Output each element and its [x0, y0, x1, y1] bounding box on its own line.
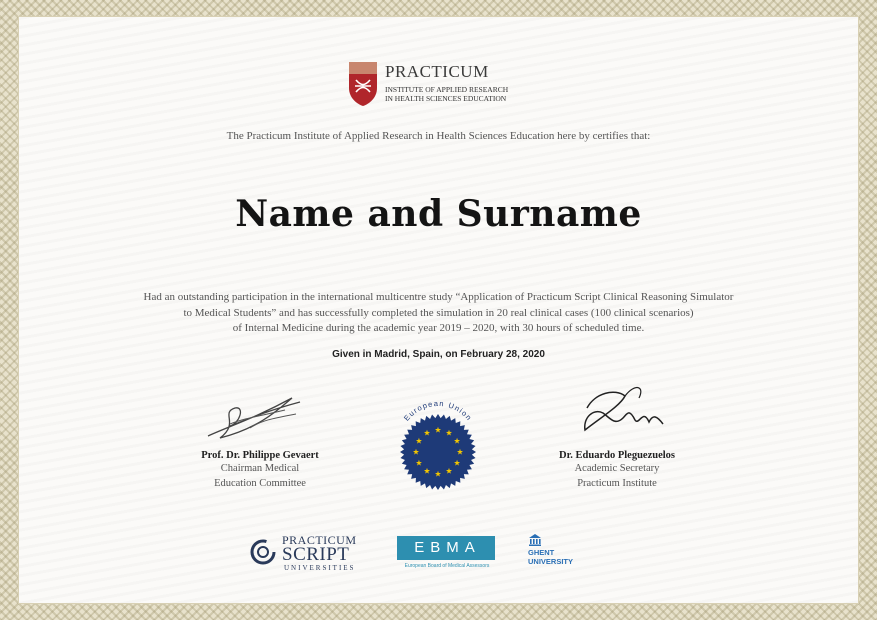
seal-text: European Union [402, 398, 475, 423]
signatory-left [160, 450, 360, 491]
practicum-logo [349, 62, 529, 108]
ebma-subtitle: European Board of Medical Assessors [404, 563, 490, 569]
ghent-line-1: GHENT [528, 548, 555, 557]
ghent-university-logo [524, 534, 576, 574]
practicum-shield-icon [349, 62, 377, 106]
european-union-seal [386, 392, 490, 496]
subtitle-line-2: IN HEALTH SCIENCES EDUCATION [385, 94, 507, 103]
signatory-right [517, 450, 717, 491]
ghent-building-icon [528, 534, 542, 546]
practicum-subtitle [385, 85, 508, 103]
body-line-2: to Medical Students” and has successfully completed the simulation in 20 real clinical cases (100 clinical scenarios) [183, 306, 694, 319]
practicum-script-ring-icon [249, 538, 277, 566]
ps-line-3: UNIVERSITIES [284, 564, 356, 572]
recipient-name: Name and Surname [235, 193, 642, 235]
signatory-right-role-1: Academic Secretary [574, 463, 660, 474]
seal-disc [400, 414, 476, 490]
ebma-logo [397, 536, 497, 572]
ps-line-2: SCRIPT [282, 544, 350, 565]
signatory-left-role-1: Chairman Medical [220, 463, 300, 474]
ps-line-1: PRACTICUM [282, 533, 357, 547]
seal-starburst [400, 414, 476, 490]
body-line-3: of Internal Medicine during the academic year 2019 – 2020, with 30 hours of scheduled time. [232, 322, 645, 334]
certify-statement: The Practicum Institute of Applied Research in Health Sciences Education here by certifies that: [226, 130, 651, 142]
signature-left-image [200, 388, 310, 448]
ghent-line-2: UNIVERSITY [528, 557, 574, 566]
signature-right-image [565, 378, 675, 448]
ghent-text [528, 548, 573, 566]
signatory-left-name: Prof. Dr. Philippe Gevaert [201, 450, 319, 461]
signatory-right-role-2: Practicum Institute [577, 478, 657, 489]
signatory-left-role-2: Education Committee [214, 478, 306, 489]
signatory-right-name: Dr. Eduardo Pleguezuelos [559, 450, 675, 461]
subtitle-line-1: INSTITUTE OF APPLIED RESEARCH [385, 85, 509, 94]
body-line-1: Had an outstanding participation in the international multicentre study “Application of Practicum Script Clinical Reasoning Simulator [143, 291, 734, 303]
given-date: Given in Madrid, Spain, on February 28, 2020 [332, 349, 545, 360]
practicum-brand: PRACTICUM [385, 62, 489, 81]
practicum-script-logo [249, 532, 371, 574]
certificate-body [80, 290, 797, 337]
ebma-label: EBMA [397, 536, 495, 560]
